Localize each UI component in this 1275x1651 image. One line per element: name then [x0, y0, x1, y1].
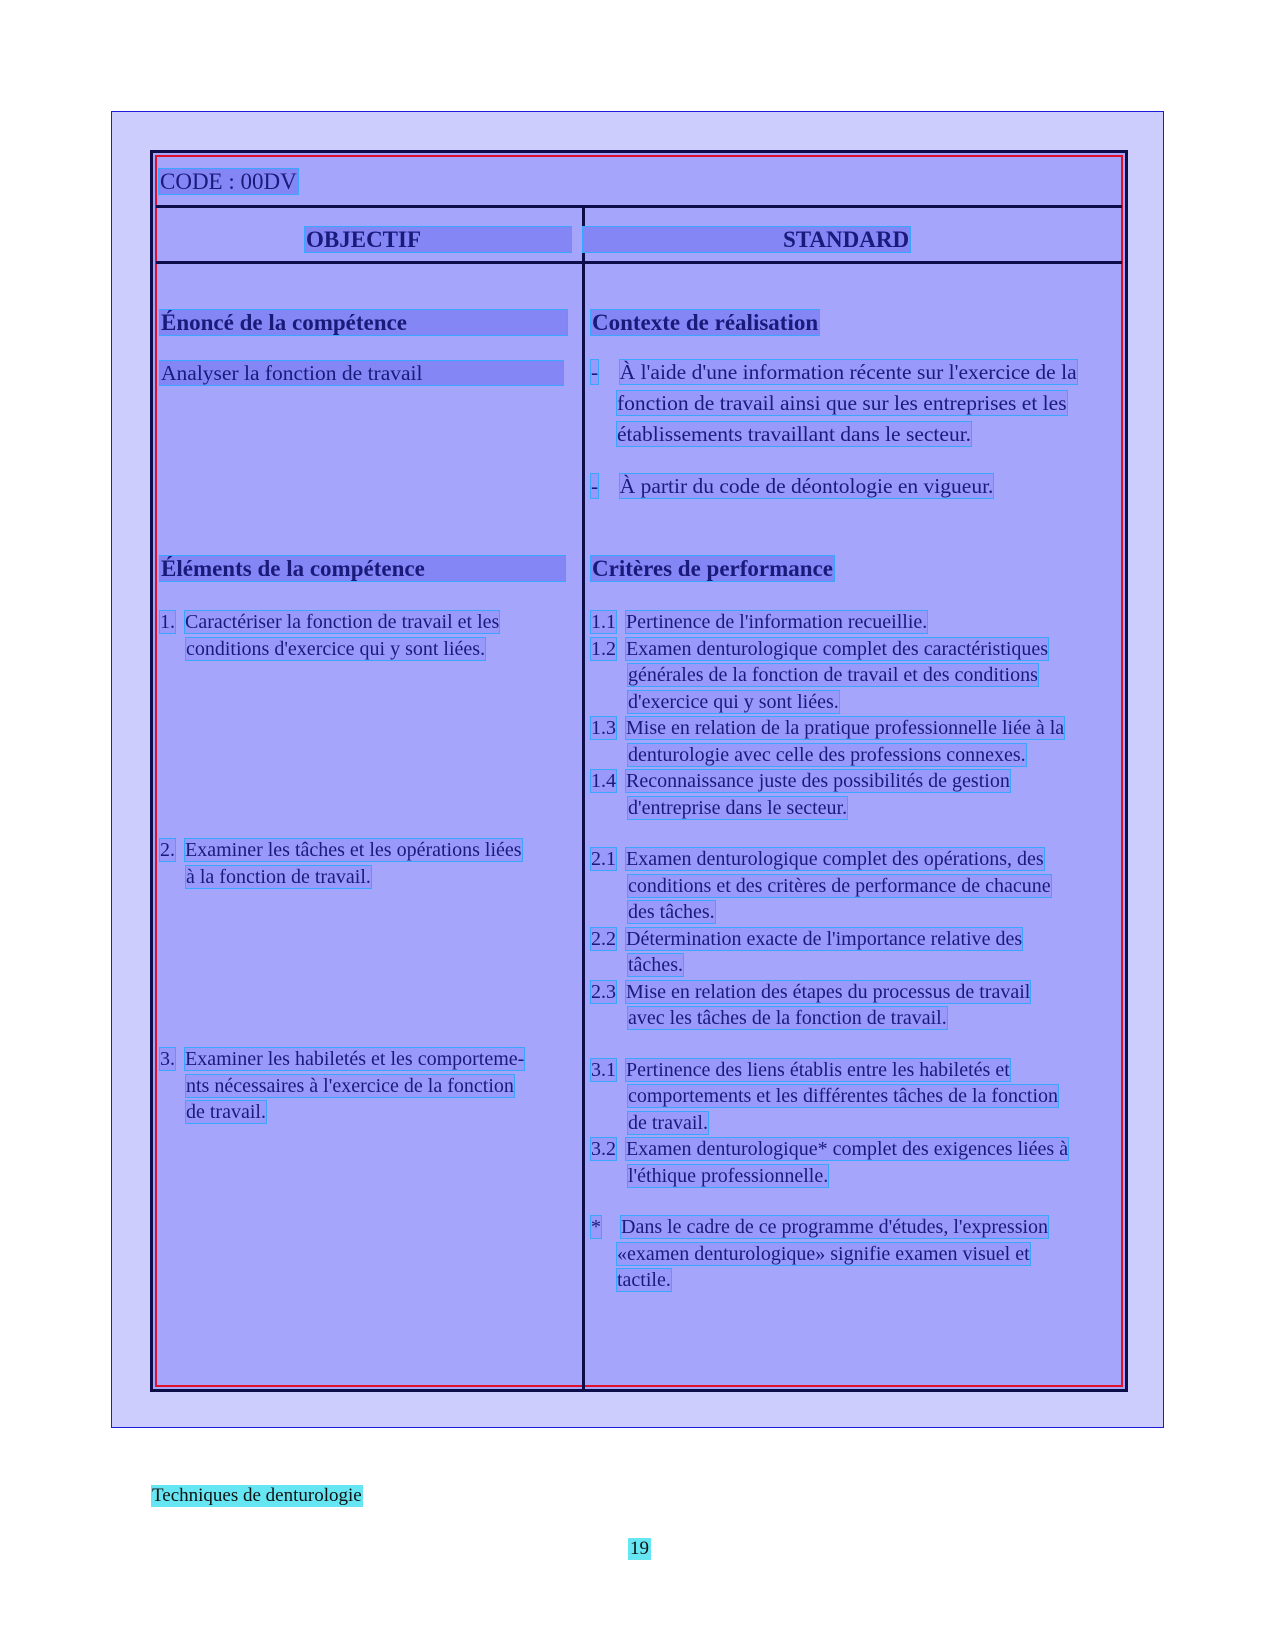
table-rule-header — [156, 261, 1122, 264]
contexte-title: Contexte de réalisation — [592, 310, 819, 335]
footer-program-name: Techniques de denturologie — [152, 1485, 362, 1506]
critere-item-2-1: 2.1 Examen denturologique complet des opérations, des conditions et des critères de performance de chacune des tâches. — [591, 848, 1051, 923]
elements-title: Éléments de la compétence — [160, 556, 565, 582]
critere-item-1-2: 1.2 Examen denturologique complet des caractéristiques générales de la fonction de travail et des conditions d'exercice qui y sont liées. — [591, 637, 1049, 713]
page-number: 19 — [630, 1538, 649, 1559]
header-standard: STANDARD — [583, 227, 910, 253]
critere-item-1-4: 1.4 Reconnaissance juste des possibilités de gestion d'entreprise dans le secteur. — [591, 770, 1010, 819]
critere-item-1-1: 1.1 Pertinence de l'information recueillie. — [591, 611, 928, 633]
contexte-item-1: - À l'aide d'une information récente sur l'exercice de la fonction de travail ainsi que sur les entreprises et les établissements travaillant dans le secteur. — [591, 360, 1077, 446]
column-divider — [582, 207, 585, 1389]
critere-note: * Dans le cadre de ce programme d'études, l'expression «examen denturologique» signifie examen visuel et tactile. — [591, 1216, 1049, 1291]
code-label: CODE : 00DV — [160, 169, 297, 194]
critere-item-3-2: 3.2 Examen denturologique* complet des exigences liées à l'éthique professionnelle. — [591, 1138, 1069, 1187]
critere-list — [591, 609, 1111, 1294]
element-item-1: 1. Caractériser la fonction de travail et les conditions d'exercice qui y sont liées. — [160, 611, 500, 660]
enonce-text: Analyser la fonction de travail — [160, 358, 563, 389]
competence-table — [150, 150, 1128, 1392]
critere-item-2-3: 2.3 Mise en relation des étapes du processus de travail avec les tâches de la fonction de travail. — [591, 980, 1031, 1029]
enonce-title: Énoncé de la compétence — [160, 310, 567, 336]
table-rule-top — [156, 205, 1122, 208]
critere-item-2-2: 2.2 Détermination exacte de l'importance relative des tâches. — [591, 927, 1023, 976]
critere-item-1-3: 1.3 Mise en relation de la pratique professionnelle liée à la denturologie avec celle des professions connexes. — [591, 717, 1065, 766]
header-objectif: OBJECTIF — [305, 227, 571, 253]
element-item-2: 2. Examiner les tâches et les opérations liées à la fonction de travail. — [160, 839, 522, 888]
critere-item-3-1: 3.1 Pertinence des liens établis entre les habiletés et comportements et les différentes tâches de la fonction de travail. — [591, 1058, 1059, 1134]
element-item-3: 3. Examiner les habiletés et les comporteme- nts nécessaires à l'exercice de la fonction de travail. — [160, 1048, 525, 1123]
contexte-item-2: - À partir du code de déontologie en vigueur. — [591, 474, 994, 498]
criteres-title: Critères de performance — [592, 556, 833, 581]
